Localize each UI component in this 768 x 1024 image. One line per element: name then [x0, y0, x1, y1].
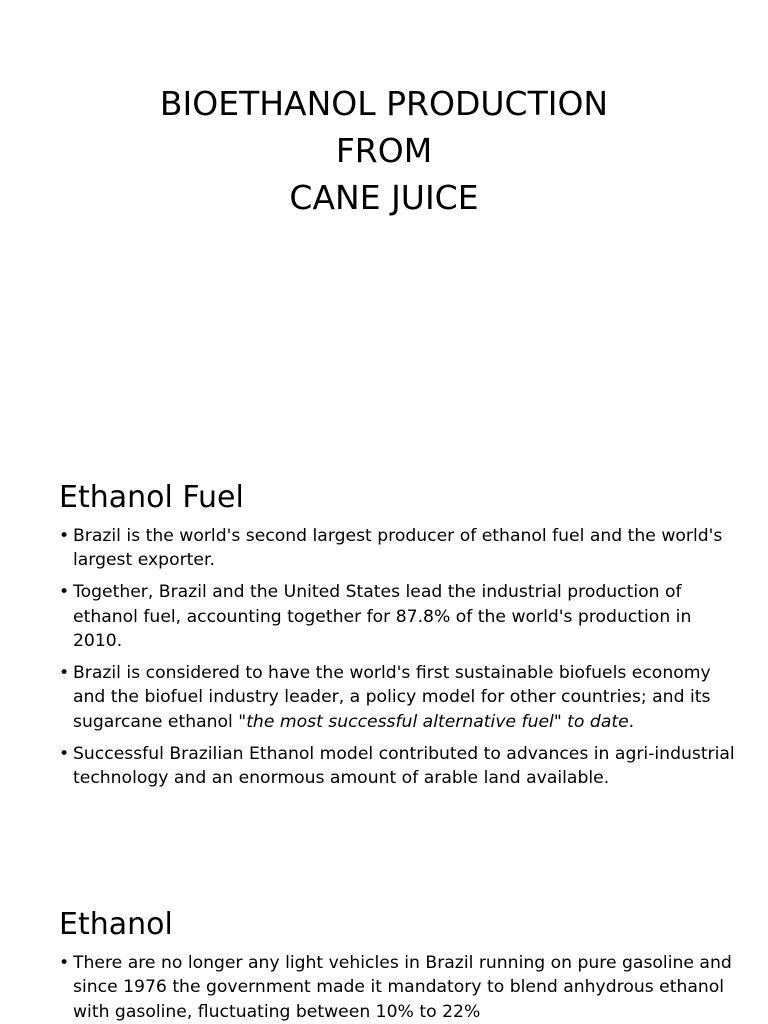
bullet-item: [59, 661, 738, 734]
bullet-icon: •: [59, 582, 70, 603]
bullet-text: Successful Brazilian Ethanol model contributed to advances in agri-industrial technology and an enormous amount of arable land available.: [73, 743, 735, 789]
bullet-item: [59, 951, 738, 1024]
slide-heading: Ethanol Fuel: [59, 480, 244, 515]
bullet-text-part: Brazil is considered to have the world's first sustainable biofuels economy and the biofuel industry leader, a policy model for other countries; and its sugarcane ethanol ": [73, 663, 711, 732]
bullet-icon: •: [59, 953, 70, 973]
bullet-text: [73, 663, 711, 732]
presentation-title: [0, 80, 768, 221]
bullet-list: [59, 951, 738, 1024]
title-line-2: FROM: [335, 131, 433, 170]
bullet-icon: •: [59, 663, 70, 684]
bullet-text-part: .: [628, 711, 635, 732]
slide-heading: Ethanol: [59, 907, 173, 942]
slide-ethanol: [0, 903, 768, 1024]
bullet-icon: •: [59, 743, 70, 764]
bullet-icon: •: [59, 526, 70, 546]
bullet-item: [59, 580, 738, 653]
title-slide: [0, 0, 768, 450]
bullet-text-italic: the most successful alternative fuel" to date: [246, 711, 629, 732]
bullet-text: Brazil is the world's second largest producer of ethanol fuel and the world's largest exporter.: [73, 526, 723, 571]
bullet-list: [59, 524, 738, 791]
bullet-text: Together, Brazil and the United States lead the industrial production of ethanol fuel, accounting together for 87.8% of the world's production in 2010.: [73, 582, 692, 652]
title-line-3: CANE JUICE: [289, 178, 479, 217]
bullet-text: There are no longer any light vehicles in Brazil running on pure gasoline and since 1976 the government made it mandatory to blend anhydrous ethanol with gasoline, fluctuating between 10% to 22%: [73, 953, 732, 1022]
bullet-item: [59, 524, 738, 573]
slide-ethanol-fuel: [0, 476, 768, 798]
title-line-1: BIOETHANOL PRODUCTION: [159, 84, 609, 123]
bullet-item: [59, 742, 738, 791]
